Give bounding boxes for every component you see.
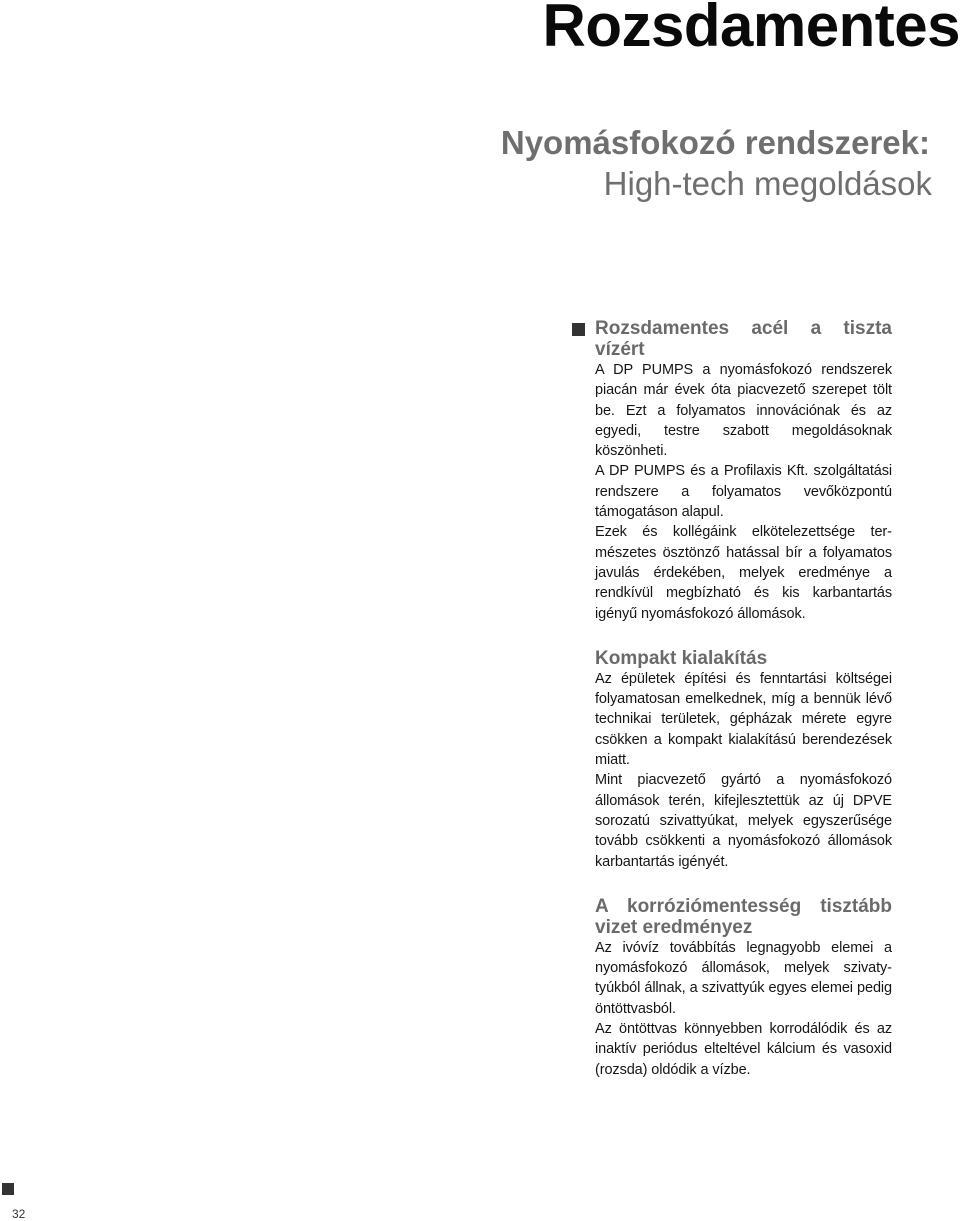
section-compact-design: [595, 648, 892, 872]
paragraph: A DP PUMPS és a Profilaxis Kft. szolgáltatási rendszere a folyamatos vevőközpontú támogatáson alapul.: [595, 463, 892, 521]
paragraph: Mint piacvezető gyártó a nyomásfokozó állomások terén, kifejlesztettük az új DPVE sorozatú szivattyúkat, melyek egyszerűsége tovább csökkenti a nyomásfokozó állomások karbantartás igényét.: [595, 772, 892, 870]
paragraph: Az ivóvíz továbbítás legnagyobb elemei a nyomásfokozó állomások, melyek szivatytyúkból állnak, a szivattyúk egyes elemei pedig öntöttvasból.: [595, 939, 892, 1017]
section-stainless-steel: [595, 318, 892, 624]
text-column: [595, 318, 892, 1080]
subtitle-bold: Nyomásfokozó rendszerek:: [500, 124, 930, 161]
paragraph: Ezek és kollégáink elkötelezettsége természetes ösztönző hatással bír a folyamatos javulás érdekében, melyek eredménye a rendkívül megbízható és kis karbantartás igényű nyomásfokozó állomások.: [595, 524, 892, 622]
footer-marker-icon: [2, 1183, 14, 1195]
section-bullet-icon: [572, 323, 585, 336]
page-title: Rozsdamentes: [542, 0, 960, 59]
section-corrosion-free: [595, 896, 892, 1080]
paragraph: A DP PUMPS a nyomásfokozó rendszerek piacán már évek óta piacvezető szerepet tölt be. Ezt a folyamatos innovációnak és az egyedi, testre szabott megoldásoknak köszönheti.: [595, 362, 892, 460]
section-heading: Rozsdamentes acél a tiszta vízért: [595, 318, 892, 360]
page-number: 32: [12, 1207, 26, 1221]
section-heading: Kompakt kialakítás: [595, 647, 768, 669]
subtitle-regular: High-tech megoldások: [603, 165, 932, 202]
paragraph: Az öntöttvas könnyebben korrodálódik és az inaktív periódus elteltével kálcium és vasoxid (rozsda) oldódik a vízbe.: [595, 1021, 892, 1078]
paragraph: Az épületek építési és fenntartási költségei folyamatosan emelkednek, míg a bennük lévő technikai területek, gépházak mérete egyre csökken a kompakt kialakítású berendezések miatt.: [595, 670, 892, 769]
section-heading: A korróziómentesség tisztább vizet eredményez: [595, 895, 892, 938]
